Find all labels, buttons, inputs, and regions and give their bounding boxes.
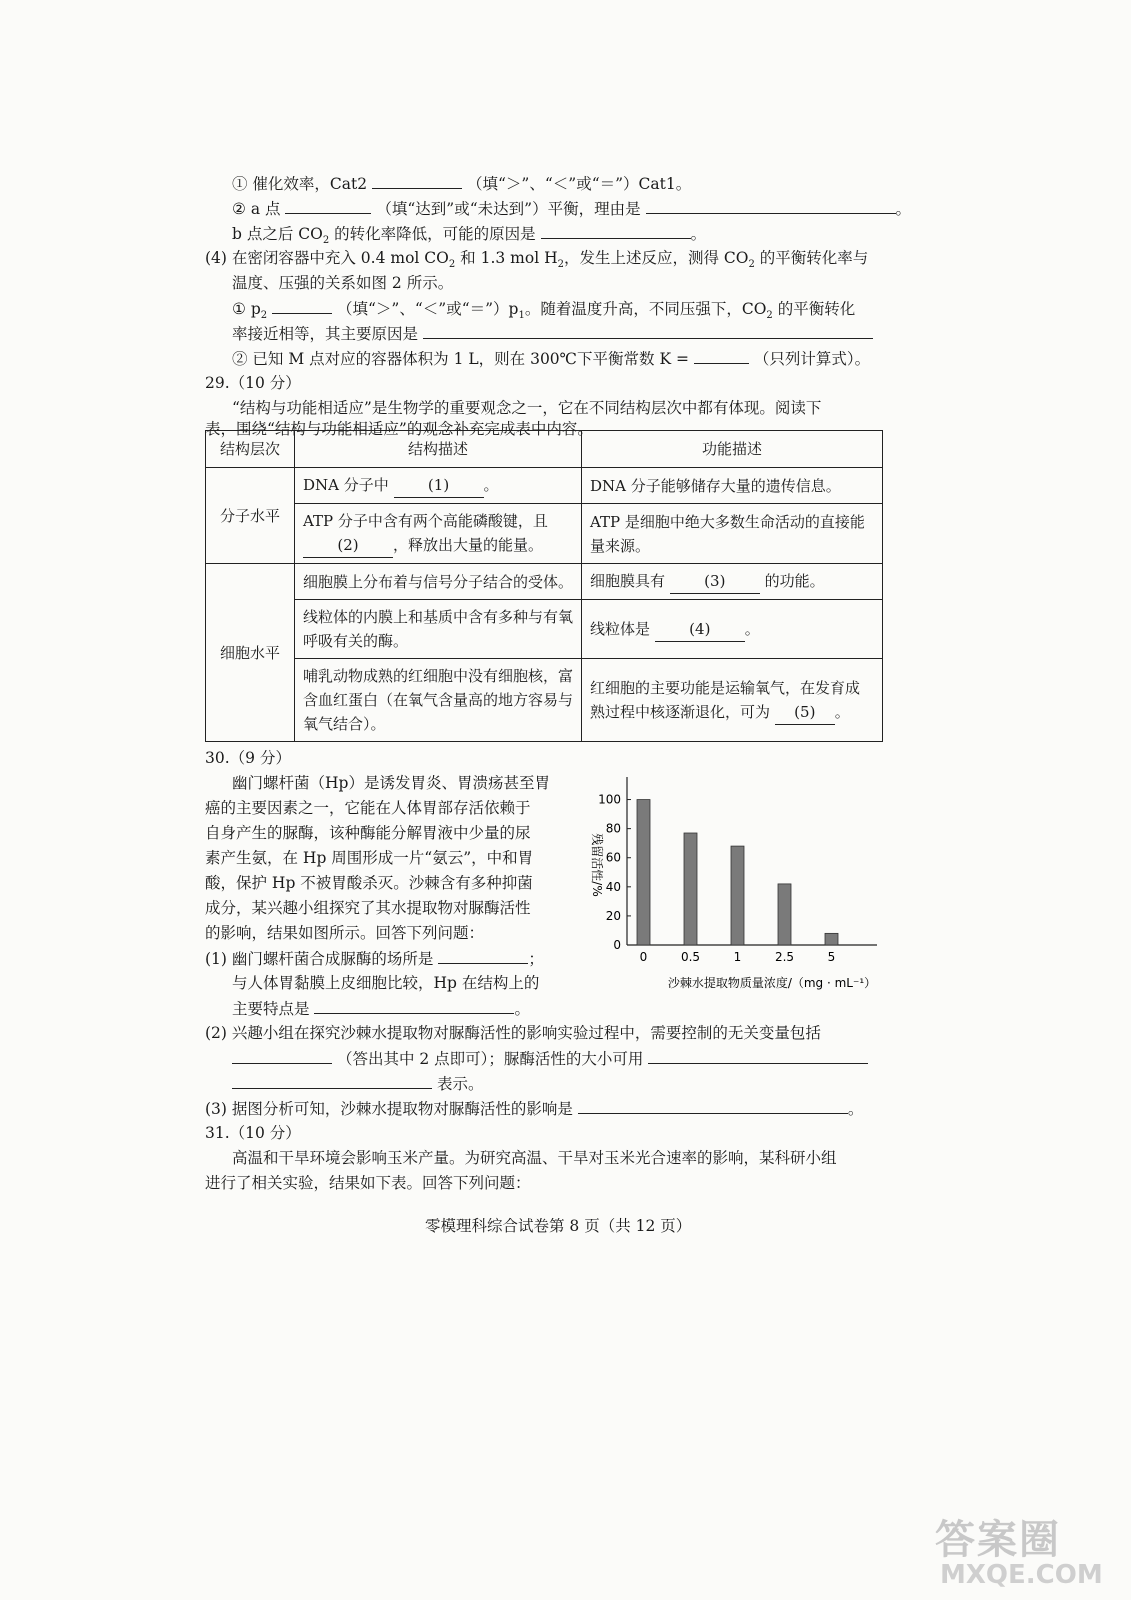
structure-cell: 哺乳动物成熟的红细胞中没有细胞核，富含血红蛋白（在氧气含量高的地方容易与氧气结合）。 bbox=[295, 659, 582, 742]
answer-blank-2[interactable]: (2) bbox=[303, 533, 393, 558]
q31-para-line: 高温和干旱环境会影响玉米产量。为研究高温、干旱对玉米光合速率的影响，某科研小组 bbox=[232, 1149, 837, 1167]
answer-blank[interactable] bbox=[232, 1072, 432, 1089]
q30-sub2-line-3: 表示。 bbox=[232, 1072, 483, 1095]
structure-function-table bbox=[205, 430, 883, 742]
q28-line-3: b 点之后 $CO_2$ 的转化率降低，可能的原因是 。 bbox=[232, 222, 706, 252]
answer-blank[interactable] bbox=[541, 222, 691, 239]
q30-para-line: 癌的主要因素之一，它能在人体胃部存活依赖于 bbox=[205, 799, 531, 817]
answer-blank-5[interactable]: (5) bbox=[775, 700, 835, 725]
q29-intro-1: “结构与功能相适应”是生物学的重要观念之一，它在不同结构层次中都有体现。阅读下 bbox=[232, 399, 822, 417]
answer-blank[interactable] bbox=[285, 197, 371, 214]
bar bbox=[684, 833, 697, 945]
chart-plot-area bbox=[590, 777, 877, 990]
table-row bbox=[206, 659, 883, 742]
answer-blank-4[interactable]: (4) bbox=[655, 617, 745, 642]
y-axis-label: 残留活性/% bbox=[590, 833, 604, 897]
q29-heading: 29.（10 分） bbox=[205, 374, 301, 392]
q28-part4-line-3: ① $p_2$ （填“＞”、“＜”或“$=”)p_1$。随着温度升高，不同压强下，$CO_2$ 的平衡转化 bbox=[232, 297, 855, 327]
watermark-logo: 答案圈 bbox=[935, 1517, 1061, 1563]
q30-heading: 30.（9 分） bbox=[205, 749, 291, 767]
answer-blank[interactable] bbox=[232, 1047, 332, 1064]
q28-part4-line-2: 温度、压强的关系如图 2 所示。 bbox=[232, 274, 454, 292]
q30-para-line: 自身产生的脲酶，该种酶能分解胃液中少量的尿 bbox=[205, 824, 531, 842]
q28-line-1: ① 催化效率，Cat2 （填“＞”、“＜”或“＝”）Cat1。 bbox=[232, 172, 691, 195]
function-cell: 红细胞的主要功能是运输氧气，在发育成熟过程中核逐渐退化，可为 (5) 。 bbox=[582, 659, 883, 742]
q30-para-line: 幽门螺杆菌（Hp）是诱发胃炎、胃溃疡甚至胃 bbox=[232, 774, 550, 792]
y-tick-label: 80 bbox=[605, 821, 621, 836]
bar bbox=[637, 800, 650, 945]
q28-line-2: ② a 点 （填“达到”或“未达到”）平衡，理由是 。 bbox=[232, 197, 911, 220]
table-row bbox=[206, 600, 883, 659]
answer-blank[interactable] bbox=[438, 947, 528, 964]
y-tick-label: 40 bbox=[605, 879, 621, 894]
answer-blank[interactable] bbox=[314, 997, 514, 1014]
function-cell: 线粒体是 (4) 。 bbox=[582, 600, 883, 659]
bar bbox=[825, 933, 838, 945]
q28-part4-line-5: ② 已知 M 点对应的容器体积为 1 L，则在 300℃下平衡常数 K = （只列计算式）。 bbox=[232, 347, 870, 370]
answer-blank-1[interactable]: (1) bbox=[394, 473, 484, 498]
level-cellular: 细胞水平 bbox=[206, 564, 295, 742]
y-tick-label: 20 bbox=[605, 908, 621, 923]
q30-sub1-line-2: 与人体胃黏膜上皮细胞比较，Hp 在结构上的 bbox=[232, 974, 540, 992]
x-tick-label: 1 bbox=[733, 950, 742, 964]
q31-heading: 31.（10 分） bbox=[205, 1124, 301, 1142]
x-axis-label: 沙棘水提取物质量浓度/（mg · mL⁻¹） bbox=[667, 976, 877, 990]
watermark-url: MXQE.COM bbox=[940, 1560, 1103, 1590]
answer-blank[interactable] bbox=[648, 1047, 868, 1064]
q30-para-line: 的影响，结果如图所示。回答下列问题： bbox=[205, 924, 485, 942]
structure-cell: 细胞膜上分布着与信号分子结合的受体。 bbox=[295, 564, 582, 600]
table-row bbox=[206, 468, 883, 504]
header-level: 结构层次 bbox=[206, 431, 295, 468]
q30-sub1-line-1: (1) 幽门螺杆菌合成脲酶的场所是 ； bbox=[205, 947, 544, 970]
urease-activity-chart bbox=[575, 770, 895, 1000]
answer-blank[interactable] bbox=[423, 322, 873, 339]
table-row bbox=[206, 564, 883, 600]
q29-intro-2: 表，围绕“结构与功能相适应”的观念补充完成表中内容。 bbox=[205, 420, 593, 438]
structure-cell: DNA 分子中 (1) 。 bbox=[295, 468, 582, 504]
y-tick-label: 60 bbox=[605, 850, 621, 865]
structure-cell: ATP 分子中含有两个高能磷酸键，且 (2) ，释放出大量的能量。 bbox=[295, 504, 582, 564]
table-header-row bbox=[206, 431, 883, 468]
q30-sub2-line-2: （答出其中 2 点即可）；脲酶活性的大小可用 bbox=[232, 1047, 868, 1070]
y-tick-label: 0 bbox=[613, 938, 621, 952]
q30-para-line: 成分，某兴趣小组探究了其水提取物对脲酶活性 bbox=[205, 899, 531, 917]
q30-sub3: (3) 据图分析可知，沙棘水提取物对脲酶活性的影响是 。 bbox=[205, 1097, 863, 1120]
answer-blank[interactable] bbox=[646, 197, 896, 214]
x-tick-label: 0.5 bbox=[680, 950, 701, 964]
bar bbox=[731, 846, 744, 945]
x-tick-label: 0 bbox=[639, 950, 648, 964]
function-cell: DNA 分子能够储存大量的遗传信息。 bbox=[582, 468, 883, 504]
bar bbox=[778, 884, 791, 945]
q30-sub2-line-1: (2) 兴趣小组在探究沙棘水提取物对脲酶活性的影响实验过程中，需要控制的无关变量包括 bbox=[205, 1024, 821, 1042]
function-cell: 细胞膜具有 (3) 的功能。 bbox=[582, 564, 883, 600]
header-function: 功能描述 bbox=[582, 431, 883, 468]
q31-para-line: 进行了相关实验，结果如下表。回答下列问题： bbox=[205, 1174, 531, 1192]
answer-blank[interactable] bbox=[578, 1097, 848, 1114]
table-row bbox=[206, 504, 883, 564]
y-tick-label: 100 bbox=[598, 792, 621, 807]
page-footer: 零模理科综合试卷第 8 页（共 12 页） bbox=[425, 1217, 692, 1235]
answer-blank[interactable] bbox=[272, 297, 332, 314]
q28-part4-line-1: (4) 在密闭容器中充入 0.4 mol $CO_2$ 和 1.3 mol $H_2$，发生上述反应，测得 $CO_2$ 的平衡转化率与 bbox=[205, 249, 869, 271]
q28-part4-line-4: 率接近相等，其主要原因是 bbox=[232, 322, 873, 345]
answer-blank-3[interactable]: (3) bbox=[670, 569, 760, 594]
function-cell: ATP 是细胞中绝大多数生命活动的直接能量来源。 bbox=[582, 504, 883, 564]
answer-blank[interactable] bbox=[372, 172, 462, 189]
q30-para-line: 酸，保护 Hp 不被胃酸杀灭。沙棘含有多种抑菌 bbox=[205, 874, 533, 892]
x-tick-label: 2.5 bbox=[774, 950, 795, 964]
header-structure: 结构描述 bbox=[295, 431, 582, 468]
q30-sub1-line-3: 主要特点是 。 bbox=[232, 997, 530, 1020]
answer-blank[interactable] bbox=[694, 347, 749, 364]
q30-para-line: 素产生氨，在 Hp 周围形成一片“氨云”，中和胃 bbox=[205, 849, 534, 867]
level-molecular: 分子水平 bbox=[206, 468, 295, 564]
structure-cell: 线粒体的内膜上和基质中含有多种与有氧呼吸有关的酶。 bbox=[295, 600, 582, 659]
x-tick-label: 5 bbox=[827, 950, 836, 964]
